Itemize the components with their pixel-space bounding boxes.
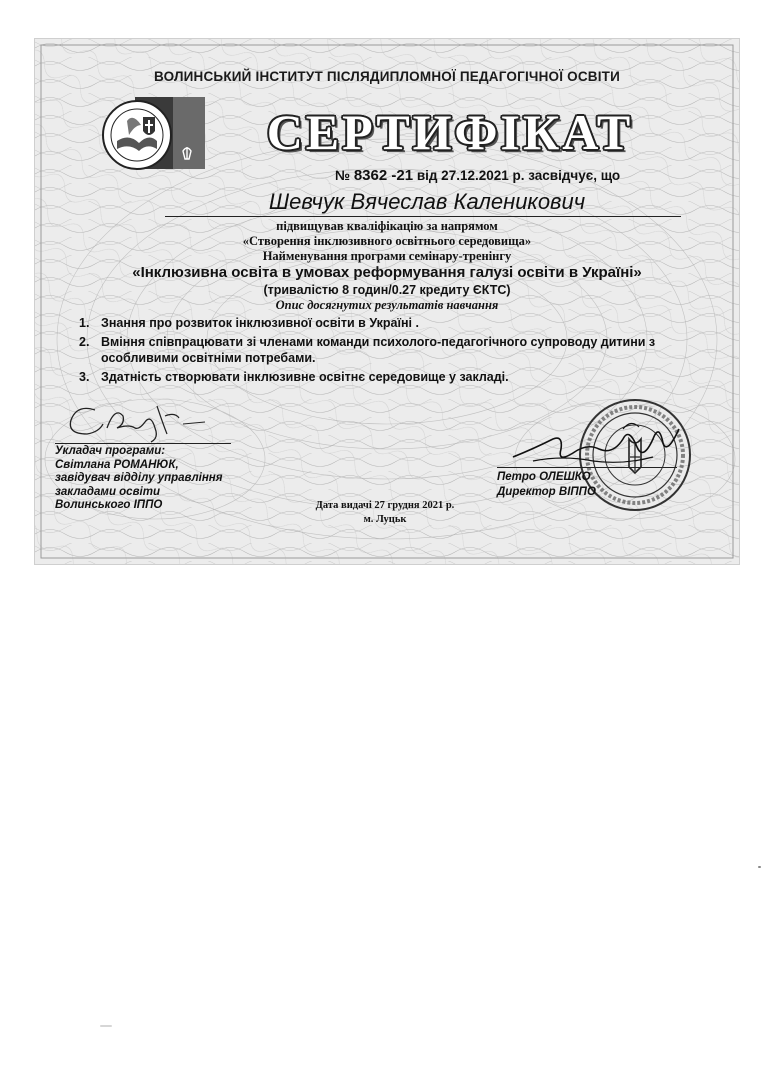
list-item-index: 3. xyxy=(79,370,90,384)
director-name: Петро ОЛЕШКО xyxy=(497,471,591,483)
institute-logo xyxy=(99,95,207,171)
program-name: «Інклюзивна освіта в умовах реформування галузі освіти в Україні» xyxy=(132,264,642,281)
certificate-title: СЕРТИФІКАТ xyxy=(266,104,634,160)
outcomes-heading: Опис досягнутих результатів навчання xyxy=(275,298,499,312)
director-block xyxy=(497,470,657,500)
list-item-index: 1. xyxy=(79,316,90,330)
number-sign: № xyxy=(335,168,351,183)
director-signature-line xyxy=(497,467,677,468)
director-signature xyxy=(503,409,693,469)
compiler-name: Світлана РОМАНЮК, xyxy=(55,458,179,471)
director-position: Директор ВІППО xyxy=(497,486,596,498)
issue-date: Дата видачі 27 грудня 2021 р. xyxy=(315,500,455,511)
compiler-position: закладами освіти xyxy=(55,485,160,498)
list-item xyxy=(79,334,699,366)
scan-speck xyxy=(758,866,761,868)
name-underline xyxy=(165,216,681,217)
compiler-role: Укладач програми: xyxy=(55,445,166,457)
compiler-signature xyxy=(55,394,225,444)
compiler-block xyxy=(55,445,275,513)
certificate-number: 8362 -21 xyxy=(353,167,414,184)
list-item-text: Вміння співпрацювати зі членами команди психолого-педагогічного супроводу дитини з особливими освітніми потребами. xyxy=(101,335,656,365)
direction-name: «Створення інклюзивного освітнього середовища» xyxy=(242,234,532,248)
program-duration: (тривалістю 8 годин/0.27 кредиту ЄКТС) xyxy=(263,283,511,297)
program-label: Найменування програми семінару-тренінгу xyxy=(262,249,512,263)
institute-name: ВОЛИНСЬКИЙ ІНСТИТУТ ПІСЛЯДИПЛОМНОЇ ПЕДАГОГІЧНОЇ ОСВІТИ xyxy=(153,69,621,84)
issue-block xyxy=(275,499,495,527)
list-item-text: Знання про розвиток інклюзивної освіти в Україні . xyxy=(101,316,419,330)
list-item xyxy=(79,369,699,385)
compiler-position: Волинського ІППО xyxy=(55,499,163,511)
certificate-date: від 27.12.2021 р. засвідчує, що xyxy=(416,168,621,183)
list-item-index: 2. xyxy=(79,335,90,349)
compiler-position: завідувач відділу управління xyxy=(55,472,223,484)
issue-place: м. Луцьк xyxy=(363,514,407,525)
certificate-number-line xyxy=(335,167,695,184)
list-item xyxy=(79,315,699,331)
list-item-text: Здатність створювати інклюзивне освітнє середовище у закладі. xyxy=(101,370,509,384)
recipient-name: Шевчук Вячеслав Каленикович xyxy=(268,189,586,214)
compiler-signature-line xyxy=(55,443,231,444)
qualification-line: підвищував кваліфікацію за напрямом xyxy=(276,219,498,233)
scan-speck xyxy=(100,1025,112,1027)
certificate xyxy=(34,38,740,565)
outcomes-list xyxy=(79,315,699,388)
